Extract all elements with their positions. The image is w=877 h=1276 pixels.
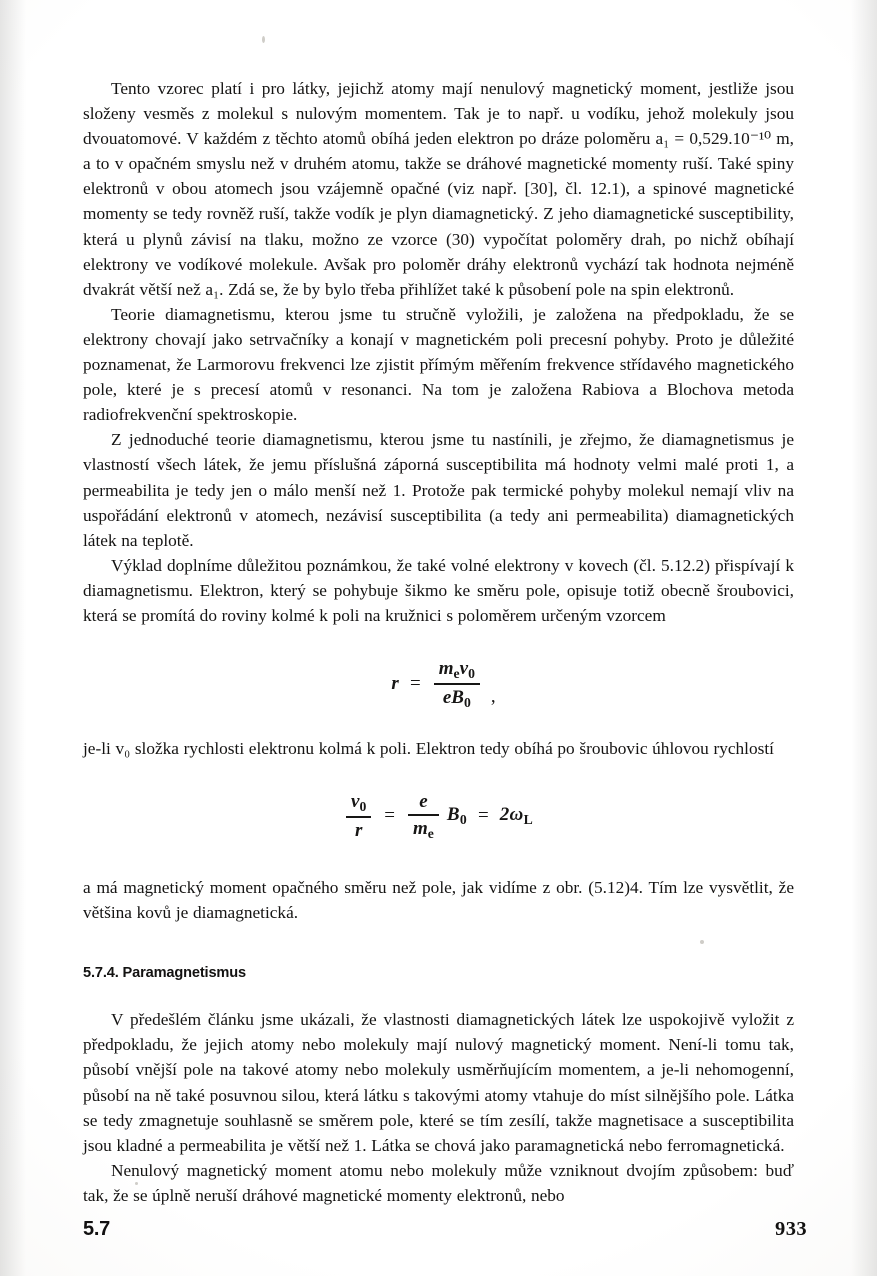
formula2-mid-fraction xyxy=(408,791,439,841)
formula-numerator-tail: v xyxy=(459,658,469,680)
formula2-mid-denominator: $m_e$ xyxy=(413,817,434,841)
formula2-left-fraction xyxy=(346,791,371,841)
formula-denominator: $eB_0$ xyxy=(442,686,471,710)
paragraph-5: je-li v₀ složka rychlosti elektronu kolmá k poli. Elektron tedy obíhá po šroubovic úhlovou rychlostí xyxy=(83,738,774,758)
formula2-right-hand-side: $2\omega_L$ xyxy=(499,804,533,827)
page-footer xyxy=(83,1218,807,1241)
formula-trailing-comma: , xyxy=(490,685,496,707)
paragraph-1: Tento vzorec platí i pro látky, jejichž atomy mají nenulový magnetický moment, jestliže jsou složeny vesměs z molekul s nulovým momentem. Tak je to např. u vodíku, jehož molekuly jsou dvouatomové. V každém z těchto atomů obíhá jeden elektron po dráze poloměru a₁ = 0,529.10⁻¹⁰ m, a to v opačném smyslu než v druhém atomu, takže se dráhové magnetické momenty ruší. Také spiny elektronů v obou atomech jsou vzájemně opačné (viz např. [30], čl. 12.1), a spinové magnetické momenty se tedy rovněž ruší, takže vodík je plyn diamagnetický. Z jeho diamagnetické susceptibility, která u plynů závisí na tlaku, možno ze vzorce (30) vypočítat poloměry drah, po nichž obíhají elektrony ve vodíkové molekule. Avšak pro poloměr dráhy elektronů vychází tak hodnota nejméně dvakrát větší než a₁. Zdá se, že by bylo třeba přihlížet také k působení pole na spin elektronů. xyxy=(83,79,794,299)
formula-equals-sign: = xyxy=(410,673,421,695)
formula2-mid-numerator: e xyxy=(419,791,428,813)
page-body xyxy=(83,76,794,1208)
formula2-omega-symbol: ω xyxy=(509,804,524,826)
formula-angular-velocity-expression xyxy=(344,791,533,841)
paragraph-3: Z jednoduché teorie diamagnetismu, kterou jsme tu nastínili, je zřejmo, že diamagnetismus je vlastností všech látek, že jemu příslušná záporná susceptibilita má hodnoty velmi malé proti 1, a permeabilita je tedy jen o málo menší než 1. Protože pak termické pohyby molekul nemají vliv na uspořádání elektronů v atomech, nezávisí susceptibilita (a tedy ani permeabilita) diamagnetických látek na teplotě. xyxy=(83,430,794,550)
paragraph-4: Výklad doplníme důležitou poznámkou, že také volné elektrony v kovech (čl. 5.12.2) přispívají k diamagnetismu. Elektron, který se pohybuje šikmo ke směru pole, opisuje totiž obecně šroubovici, která se promítá do roviny kolmé k poli na kružnici s poloměrem určeným vzorcem xyxy=(83,555,794,625)
paragraph-7: V předešlém článku jsme ukázali, že vlastnosti diamagnetických látek lze uspokojivě vyložit z předpokladu, že jejich atomy nebo molekuly mají nulový magnetický moment. Není-li tomu tak, působí vnější pole na takové atomy nebo molekuly usměrňujícím momentem, a je-li nehomogenní, působí na ně také posuvnou silou, která látku s takovými atomy vtahuje do míst silnějšího pole. Látka se tedy zmagnetuje souhlasně se směrem pole, které se tím zesílí, takže magnetisace a susceptibilita jsou kladné a permeabilita je větší než 1. Látka se chová jako paramagnetická nebo ferromagnetická. xyxy=(83,1010,794,1155)
formula2-left-fraction-bar xyxy=(346,816,371,818)
formula-numerator-subscript: e xyxy=(453,665,460,681)
paragraph-8: Nenulový magnetický moment atomu nebo molekuly může vzniknout dvojím způsobem: buď tak, že se úplně neruší dráhové magnetické momenty elektronů, nebo xyxy=(83,1160,794,1205)
footer-section-number: 5.7 xyxy=(83,1218,110,1240)
paragraph-2: Teorie diamagnetismu, kterou jsme tu stručně vyložili, je založena na předpokladu, že se elektrony chovají jako setrvačníky a konají v magnetickém poli precesní pohyby. Proto je důležité poznamenat, že Larmorovu frekvenci lze zjistit přímým měřením frekvence střídavého magnetického pole, které je s precesí atomů v resonanci. Na tom je založena Rabiova a Blochova metoda radiofrekvenční spektroskopie. xyxy=(83,304,794,425)
section-heading-paramagnetismus: 5.7.4. Paramagnetismus xyxy=(83,965,246,982)
display-formula-angular-velocity xyxy=(83,791,794,841)
formula-radius-expression xyxy=(391,658,495,710)
formula2-mid-fraction-bar xyxy=(408,814,439,816)
formula2-equals-sign-2: = xyxy=(477,805,489,827)
formula2-left-numerator: $v_0$ xyxy=(351,791,367,814)
formula-denominator-tail-subscript: 0 xyxy=(463,694,471,710)
formula2-factor-subscript: 0 xyxy=(459,811,467,827)
formula-lhs-symbol: r xyxy=(391,673,400,695)
footer-page-number: 933 xyxy=(775,1218,807,1240)
formula-denominator-tail: B xyxy=(451,686,464,708)
formula-numerator-tail-subscript: 0 xyxy=(468,665,475,681)
formula2-mid-denominator-subscript: e xyxy=(427,825,434,841)
formula2-equals-sign-1: = xyxy=(384,805,395,827)
formula2-left-denominator: r xyxy=(354,819,363,841)
formula2-factor: $B_0$ xyxy=(446,804,467,827)
formula-fraction xyxy=(434,658,480,710)
display-formula-radius xyxy=(83,658,794,710)
formula2-omega-subscript: L xyxy=(523,811,533,827)
scan-edge-shadow-left xyxy=(0,0,26,1276)
paragraph-6: a má magnetický moment opačného směru než pole, jak vidíme z obr. (5.12)4. Tím lze vysvětlit, že většina kovů je diamagnetická. xyxy=(83,878,794,923)
formula-fraction-bar xyxy=(434,683,480,685)
formula-numerator: $m_ev_0$ xyxy=(438,658,475,681)
formula2-left-numerator-subscript: 0 xyxy=(359,798,367,814)
scan-edge-shadow-right xyxy=(851,0,877,1276)
scan-speck xyxy=(262,36,265,43)
